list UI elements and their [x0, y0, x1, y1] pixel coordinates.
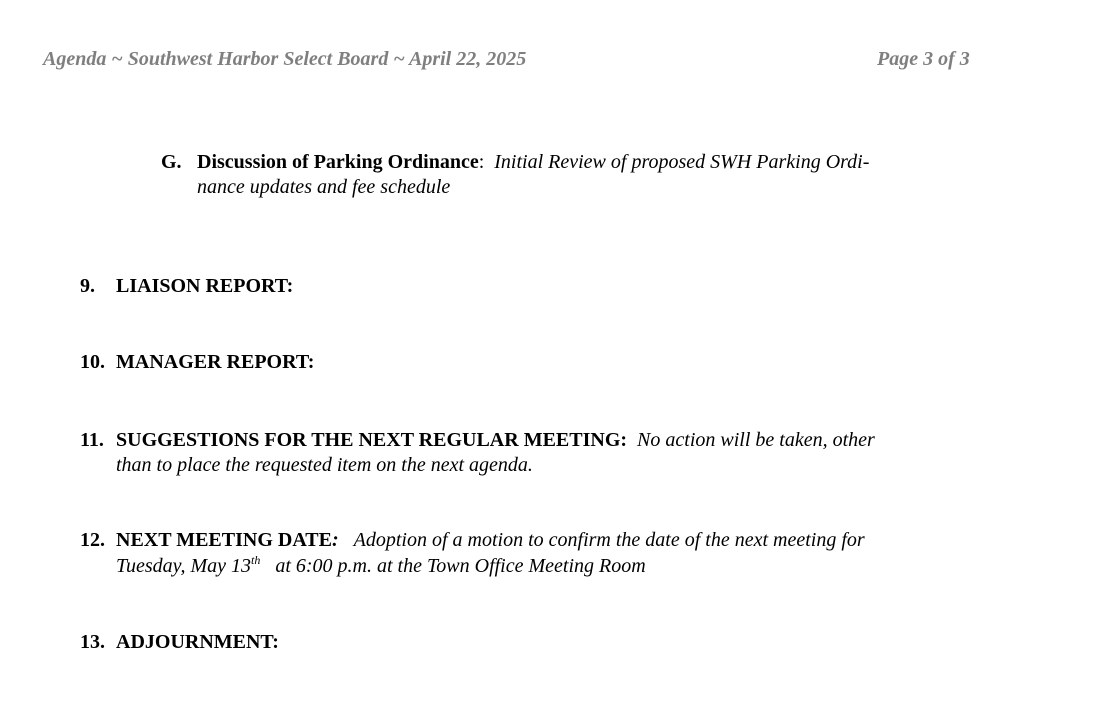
item-title: LIAISON REPORT:	[116, 275, 294, 297]
item-line-2: than to place the requested item on the next agenda.	[116, 454, 533, 476]
item-title: Discussion of Parking Ordinance	[197, 151, 479, 173]
agenda-item-g	[0, 150, 1094, 200]
item-number: 13.	[80, 631, 105, 653]
meeting-time-location: at 6:00 p.m. at the Town Office Meeting Room	[275, 555, 646, 577]
item-colon: :	[331, 529, 339, 551]
item-number: 11.	[80, 429, 104, 451]
item-line-1	[116, 428, 875, 453]
agenda-item-10	[0, 350, 1094, 375]
item-number: 10.	[80, 351, 105, 373]
item-colon: :	[478, 151, 485, 173]
item-title: SUGGESTIONS FOR THE NEXT REGULAR MEETING:	[116, 429, 628, 451]
item-description: No action will be taken, other	[637, 429, 875, 451]
agenda-item-9	[0, 274, 1094, 299]
agenda-item-12	[0, 528, 1094, 580]
item-line-1	[116, 528, 865, 553]
item-description: Initial Review of proposed SWH Parking Ordi-	[494, 151, 870, 173]
agenda-item-13	[0, 630, 1094, 655]
item-number: 12.	[80, 529, 105, 551]
page-number: Page 3 of 3	[877, 48, 970, 70]
item-title: MANAGER REPORT:	[116, 351, 315, 373]
item-line-2	[116, 554, 646, 579]
item-line-2: nance updates and fee schedule	[197, 176, 451, 198]
agenda-item-11	[0, 428, 1094, 478]
item-line-1	[197, 150, 869, 175]
item-title: ADJOURNMENT:	[116, 631, 279, 653]
item-description: Adoption of a motion to confirm the date of the next meeting for	[353, 529, 865, 551]
agenda-title: Agenda ~ Southwest Harbor Select Board ~ April 22, 2025	[43, 48, 527, 70]
meeting-date: Tuesday, May 13	[116, 555, 251, 577]
item-number: G.	[161, 151, 182, 173]
item-number: 9.	[80, 275, 95, 297]
item-title: NEXT MEETING DATE	[116, 529, 332, 551]
date-suffix: th	[251, 553, 261, 567]
